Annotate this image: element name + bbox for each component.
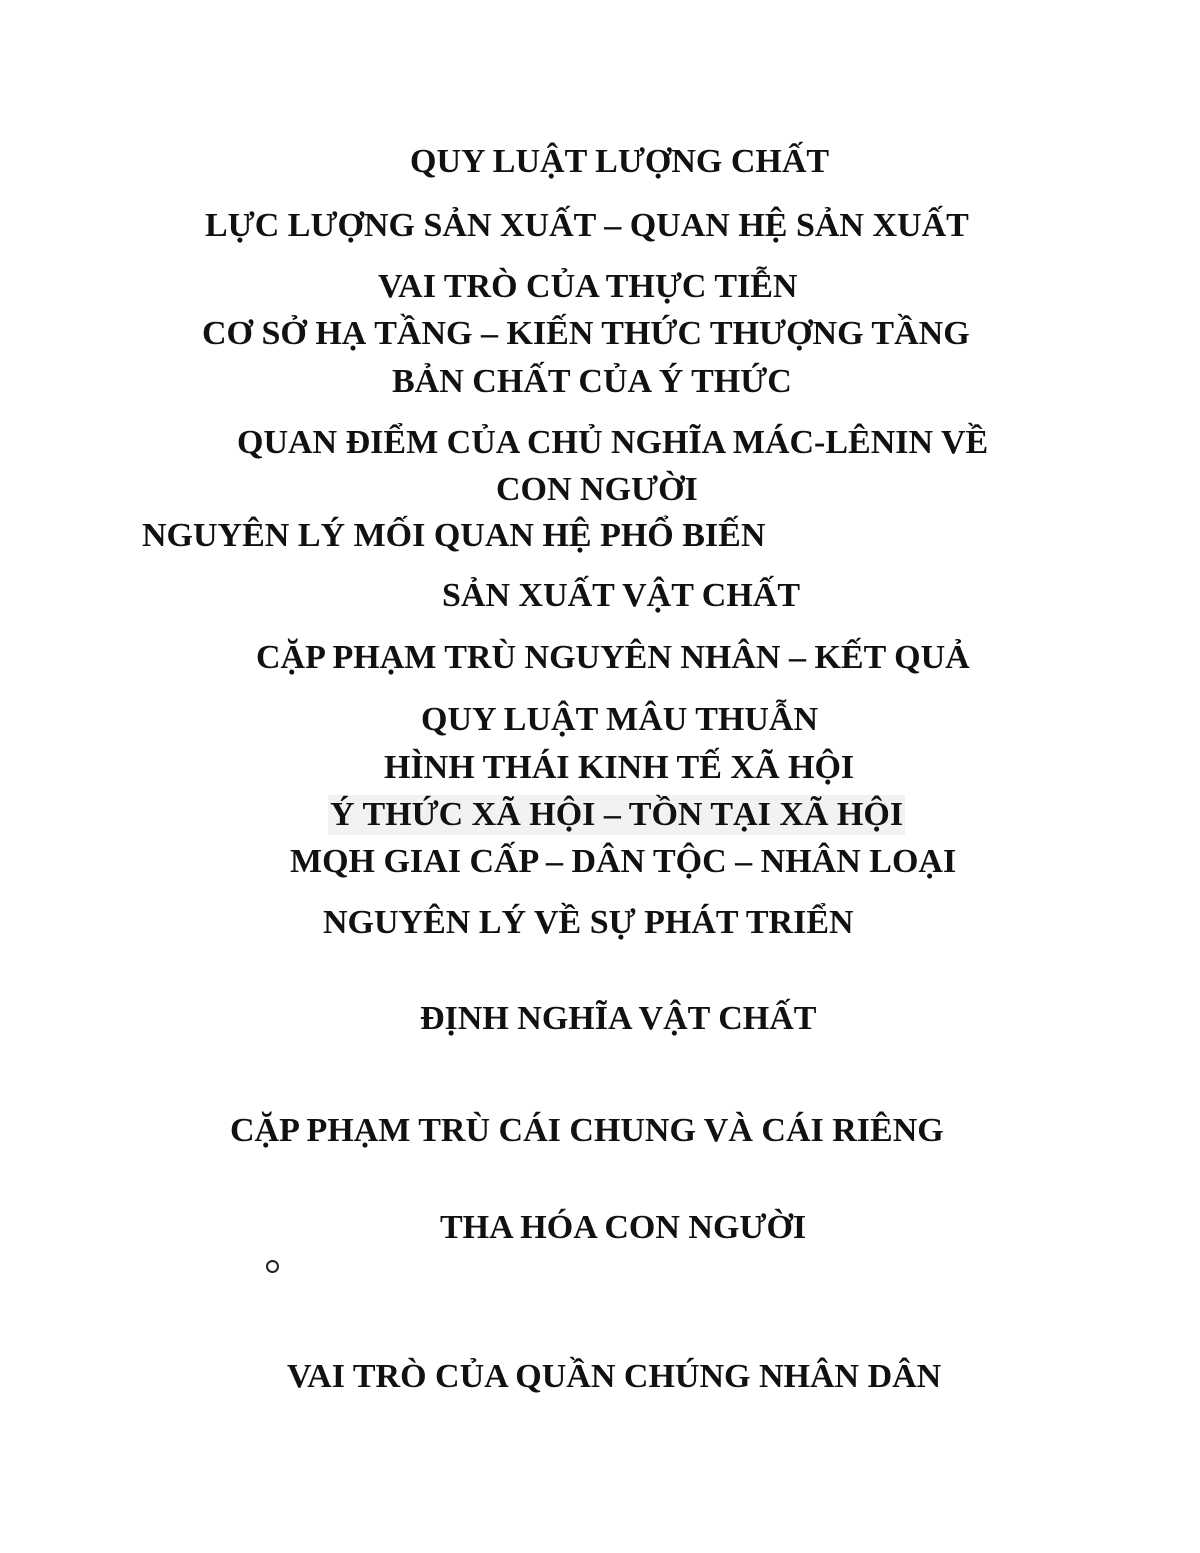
heading-mqh-giai-cap: MQH GIAI CẤP – DÂN TỘC – NHÂN LOẠI bbox=[290, 843, 957, 880]
list-bullet-icon bbox=[266, 1260, 279, 1273]
heading-nguyen-nhan-ket-qua: CẶP PHẠM TRÙ NGUYÊN NHÂN – KẾT QUẢ bbox=[256, 639, 970, 676]
heading-nguyen-ly-moi-quan-he: NGUYÊN LÝ MỐI QUAN HỆ PHỔ BIẾN bbox=[142, 517, 766, 554]
heading-co-so-ha-tang: CƠ SỞ HẠ TẦNG – KIẾN THỨC THƯỢNG TẦNG bbox=[202, 315, 970, 352]
heading-hinh-thai-kinh-te: HÌNH THÁI KINH TẾ XÃ HỘI bbox=[384, 749, 855, 786]
heading-nguyen-ly-phat-trien: NGUYÊN LÝ VỀ SỰ PHÁT TRIỂN bbox=[323, 904, 854, 941]
heading-vai-tro-quan-chung: VAI TRÒ CỦA QUẦN CHÚNG NHÂN DÂN bbox=[287, 1358, 942, 1395]
heading-cai-chung-cai-rieng: CẶP PHẠM TRÙ CÁI CHUNG VÀ CÁI RIÊNG bbox=[230, 1112, 944, 1149]
heading-quy-luat-luong-chat: QUY LUẬT LƯỢNG CHẤT bbox=[410, 143, 830, 180]
heading-vai-tro-thuc-tien: VAI TRÒ CỦA THỰC TIỄN bbox=[378, 268, 798, 305]
heading-dinh-nghia-vat-chat: ĐỊNH NGHĨA VẬT CHẤT bbox=[420, 1000, 817, 1037]
heading-quy-luat-mau-thuan: QUY LUẬT MÂU THUẪN bbox=[421, 701, 819, 738]
heading-y-thuc-xa-hoi: Ý THỨC XÃ HỘI – TỒN TẠI XÃ HỘI bbox=[330, 796, 904, 833]
heading-quan-diem-mac-lenin: QUAN ĐIỂM CỦA CHỦ NGHĨA MÁC-LÊNIN VỀ bbox=[237, 424, 989, 461]
heading-ban-chat-y-thuc: BẢN CHẤT CỦA Ý THỨC bbox=[392, 363, 792, 400]
heading-luc-luong-san-xuat: LỰC LƯỢNG SẢN XUẤT – QUAN HỆ SẢN XUẤT bbox=[205, 207, 969, 244]
heading-san-xuat-vat-chat: SẢN XUẤT VẬT CHẤT bbox=[442, 577, 801, 614]
heading-tha-hoa-con-nguoi: THA HÓA CON NGƯỜI bbox=[440, 1209, 807, 1246]
heading-con-nguoi: CON NGƯỜI bbox=[496, 471, 698, 508]
